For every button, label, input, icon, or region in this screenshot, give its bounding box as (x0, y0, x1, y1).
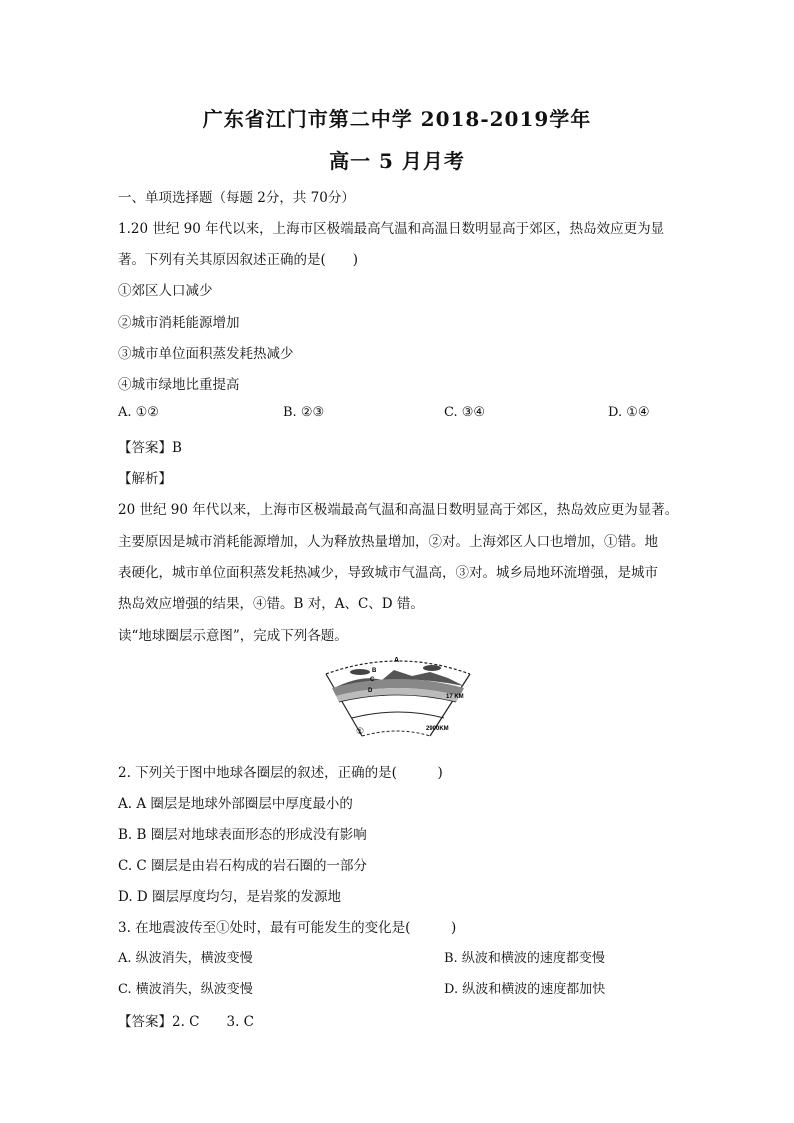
q1-analysis-line1: 20 世纪 90 年代以来，上海市区极端最高气温和高温日数明显高于郊区，热岛效应更为显著。 (118, 502, 679, 518)
q1-analysis-line3: 表硬化，城市单位面积蒸发耗热减少，导致城市气温高，③对。城乡局地环流增强，是城市 (118, 565, 658, 581)
document-subtitle: 高一 5 月月考 (329, 149, 465, 173)
q2-option-b: B. B 圈层对地球表面形态的形成没有影响 (118, 827, 367, 843)
cloud-shape (423, 665, 441, 671)
q2-option-a: A. A 圈层是地球外部圈层中厚度最小的 (118, 796, 353, 812)
q3-option-d: D. 纵波和横波的速度都加快 (444, 982, 606, 997)
q1-stem-line2: 著。下列有关其原因叙述正确的是( ) (118, 252, 359, 268)
cloud-shape (350, 669, 370, 675)
q1-item-1: ①郊区人口减少 (118, 283, 213, 299)
q1-analysis-title: 【解析】 (118, 471, 172, 487)
label-c: C (370, 677, 375, 683)
reading-intro: 读“地球圈层示意图”，完成下列各题。 (118, 628, 348, 644)
q2-option-d: D. D 圈层厚度均匀，是岩浆的发源地 (118, 889, 342, 905)
label-depth-2900km: 2900KM (426, 726, 449, 732)
q2-option-c: C. C 圈层是由岩石构成的岩石圈的一部分 (118, 858, 368, 874)
q1-option-d: D. ①④ (608, 405, 650, 420)
q1-item-4: ④城市绿地比重提高 (118, 377, 240, 393)
q3-option-b: B. 纵波和横波的速度都变慢 (444, 951, 605, 966)
q1-item-2: ②城市消耗能源增加 (118, 315, 240, 331)
earth-layers-diagram (322, 652, 474, 748)
q2-stem: 2. 下列关于图中地球各圈层的叙述，正确的是( ) (118, 765, 443, 781)
q1-analysis-line2: 主要原因是城市消耗能源增加，人为释放热量增加，②对。上海郊区人口也增加，①错。地 (118, 534, 658, 550)
q1-option-a: A. ①② (118, 405, 159, 420)
q3-option-c: C. 横波消失，纵波变慢 (118, 982, 253, 997)
q3-option-a: A. 纵波消失，横波变慢 (118, 951, 253, 966)
label-point-1: ① (356, 727, 365, 737)
final-answer: 【答案】2. C 3. C (118, 1014, 255, 1030)
label-b: B (372, 668, 377, 674)
label-d: D (368, 688, 373, 694)
q1-analysis-line4: 热岛效应增强的结果，④错。B 对，A、C、D 错。 (118, 596, 424, 612)
section-heading: 一、单项选择题（每题 2分，共 70分） (118, 190, 355, 206)
q1-stem-line1: 1.20 世纪 90 年代以来，上海市区极端最高气温和高温日数明显高于郊区，热岛效应更为显 (118, 221, 665, 237)
mantle-boundary (352, 712, 444, 718)
q1-answer: 【答案】B (118, 440, 182, 456)
label-a: A (394, 657, 400, 664)
q1-item-3: ③城市单位面积蒸发耗热减少 (118, 346, 294, 362)
label-depth-17km: 17 KM (446, 694, 464, 700)
core-boundary (362, 731, 430, 736)
q1-option-b: B. ②③ (283, 405, 325, 420)
document-title: 广东省江门市第二中学 2018-2019学年 (202, 107, 592, 131)
q1-option-c: C. ③④ (444, 405, 486, 420)
q3-stem: 3. 在地震波传至①处时，最有可能发生的变化是( ) (118, 920, 457, 936)
